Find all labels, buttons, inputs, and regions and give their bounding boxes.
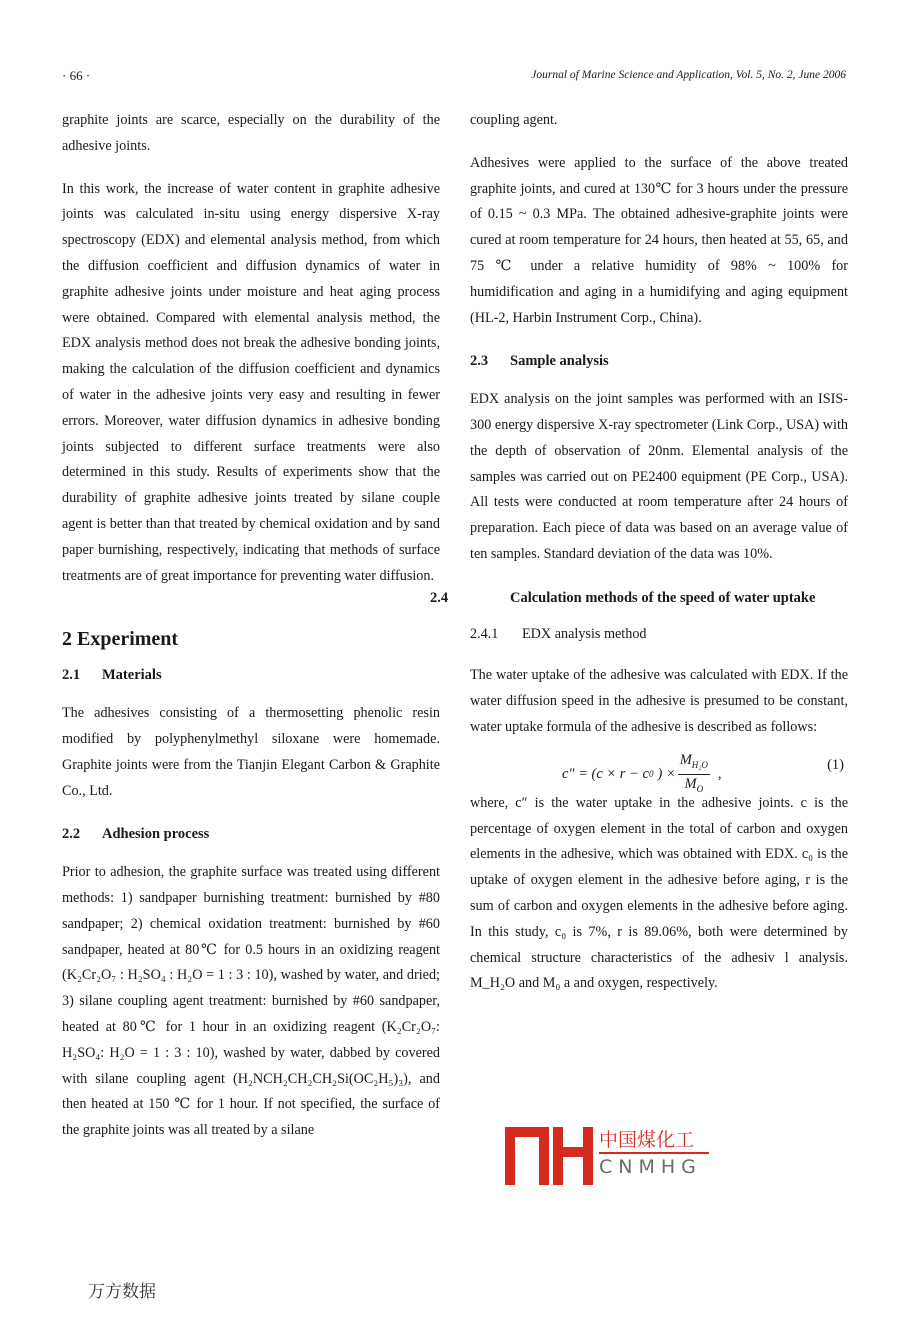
equation-1 bbox=[470, 741, 848, 794]
equation-fraction bbox=[678, 751, 710, 798]
subsection-title: Calculation methods of the speed of water uptake bbox=[510, 589, 816, 606]
paragraph-materials: The adhesives consisting of a thermosetting phenolic resin modified by polyphenylmethyl siloxane were homemade. Graphite joints were from the Tianjin Elegant Carbon & Graphite Co., Ltd. bbox=[62, 705, 440, 799]
logo-chinese-text: 中国煤化工 bbox=[599, 1129, 695, 1151]
paragraph-edx-method: The water uptake of the adhesive was calculated with EDX. If the water diffusion speed in the adhesive is presumed to be constant, water uptake formula of the adhesive is described as follows: bbox=[470, 667, 848, 735]
subsection-number: 2.3 bbox=[470, 353, 489, 370]
equation-lhs-subscript: 0 bbox=[648, 769, 654, 780]
denominator-symbol: M bbox=[684, 775, 697, 792]
fraction-denominator bbox=[685, 775, 704, 798]
mh-logo-icon bbox=[505, 1125, 595, 1185]
cnmhg-watermark-logo bbox=[505, 1125, 720, 1185]
subsection-number: 2.1 bbox=[62, 667, 81, 684]
logo-divider bbox=[599, 1152, 709, 1154]
logo-english-text: CNMHG bbox=[599, 1156, 702, 1178]
numerator-symbol: M bbox=[679, 751, 692, 768]
subsubsection-title: EDX analysis method bbox=[522, 625, 647, 642]
subsection-heading-sample-analysis bbox=[470, 349, 848, 375]
page-header bbox=[0, 68, 904, 88]
page-number: · 66 · bbox=[62, 68, 91, 83]
subsection-heading-materials bbox=[62, 663, 440, 689]
right-column bbox=[430, 108, 848, 997]
equation-number: (1) bbox=[827, 756, 844, 773]
equation-body bbox=[562, 751, 722, 798]
paragraph-sample-analysis: EDX analysis on the joint samples was performed with an ISIS-300 energy dispersive X-ray spectrometer (Link Corp., USA) with the depth of observation of 20nm. Elemental analysis of the samples was carried out on PE2400 equipment (PE Corp., USA). All tests were conducted at room temperature after 24 hours of preparation. Each piece of data was based on an average value of ten samples. Standard deviation of the data was 10%. bbox=[470, 391, 848, 562]
subsubsection-number: 2.4.1 bbox=[470, 625, 499, 642]
subsubsection-heading-edx-method bbox=[470, 622, 848, 648]
subsection-heading-adhesion-process bbox=[62, 822, 440, 848]
paragraph-adhesion-process: Prior to adhesion, the graphite surface was treated using different methods: 1) sandpaper burnishing treatment: burnished by #80 sandpaper; 2) chemical oxidation treatment: burnished by #60 sandpaper, heated at 80℃ for 0.5 hours in an oxidizing reagent (K₂Cr₂O₇ : H₂SO₄ : H₂O = 1 : 3 : 10), washed by water, and dried; 3) silane coupling agent treatment: burnished by #60 sandpaper, heated at 80℃ for 1 hour in an oxidizing reagent (K₂Cr₂O₇: H₂SO₄: H₂O = 1 : 3 : 10), washed by water, dabbed by covered with silane coupling agent (H₂NCH₂CH₂CH₂Si(OC₂H₅)₃), and then heated at 150 ℃ for 1 hour. If not specified, the surface of the graphite joints was all treated by a silane bbox=[62, 864, 440, 1139]
section-heading-experiment: 2 Experiment bbox=[62, 628, 179, 651]
equation-lhs: c″ = (c × r − c bbox=[562, 765, 649, 782]
paragraph-intro-end: graphite joints are scarce, especially on the durability of the adhesive joints. bbox=[62, 112, 440, 154]
wanfang-watermark: 万方数据 bbox=[88, 1282, 156, 1302]
subsection-number: 2.2 bbox=[62, 826, 81, 843]
paragraph-adhesives: Adhesives were applied to the surface of the above treated graphite joints, and cured at 130℃ for 3 hours under the pressure of 0.15 ~ 0.3 MPa. The obtained adhesive-graphite joints were cured at room temperature for 24 hours, then heated at 55, 65, and 75 ℃ under a relative humidity of 98% ~ 100% for humidification and aging in a humidifying and aging equipment (HL-2, Harbin Instrument Corp., China). bbox=[470, 154, 848, 326]
denominator-subscript: O bbox=[696, 783, 704, 794]
numerator-subscript: H₂O bbox=[691, 759, 708, 770]
fraction-numerator bbox=[678, 751, 710, 775]
subsection-heading-calculation-methods bbox=[430, 586, 848, 612]
paragraph-continuation: coupling agent. bbox=[470, 112, 558, 128]
subsection-title: Adhesion process bbox=[102, 826, 210, 843]
equation-comma: , bbox=[717, 765, 722, 782]
paragraph-this-work: In this work, the increase of water content in graphite adhesive joints was calculated in-situ using energy dispersive X-ray spectroscopy (EDX) and elemental analysis method, from which the diffusion coefficient and diffusion dynamics of water in graphite adhesive joints under moisture and heat aging process were obtained. Compared with elemental analysis method, the EDX analysis method does not break the adhesive bonding joints, making the calculation of the diffusion coefficient and dynamics of water in the adhesive joints very easy and resulting in fewer errors. Moreover, water diffusion dynamics in adhesive bonding joints subjected to different surface treatments were also determined in this study. Results of experiments show that the durability of graphite adhesive joints treated by silane couple agent is better than that treated by chemical oxidation and by sand paper burnishing, respectively, indicating that methods of surface treatments are of great importance for preventing water diffusion. bbox=[62, 180, 440, 584]
journal-reference: Journal of Marine Science and Application, Vol. 5, No. 2, June 2006 bbox=[531, 69, 846, 81]
subsection-title: Materials bbox=[102, 667, 162, 684]
subsection-number: 2.4 bbox=[430, 589, 449, 606]
equation-operator: ) × bbox=[657, 765, 676, 782]
paragraph-where: where, c″ is the water uptake in the adhesive joints. c is the percentage of oxygen element in the total of carbon and oxygen elements in the adhesive, which was obtained with EDX. c₀ is the uptake of oxygen element in the adhesive before aging, r is the sum of carbon and oxygen elements in the adhesive before aging. In this study, c₀ is 7%, r is 89.06%, both were determined by chemical structure characteristics of the adhesiv l analysis. M_H₂O and M₀ a and oxygen, respectively. bbox=[470, 794, 848, 992]
left-column bbox=[62, 108, 440, 1144]
subsection-title: Sample analysis bbox=[510, 353, 609, 370]
